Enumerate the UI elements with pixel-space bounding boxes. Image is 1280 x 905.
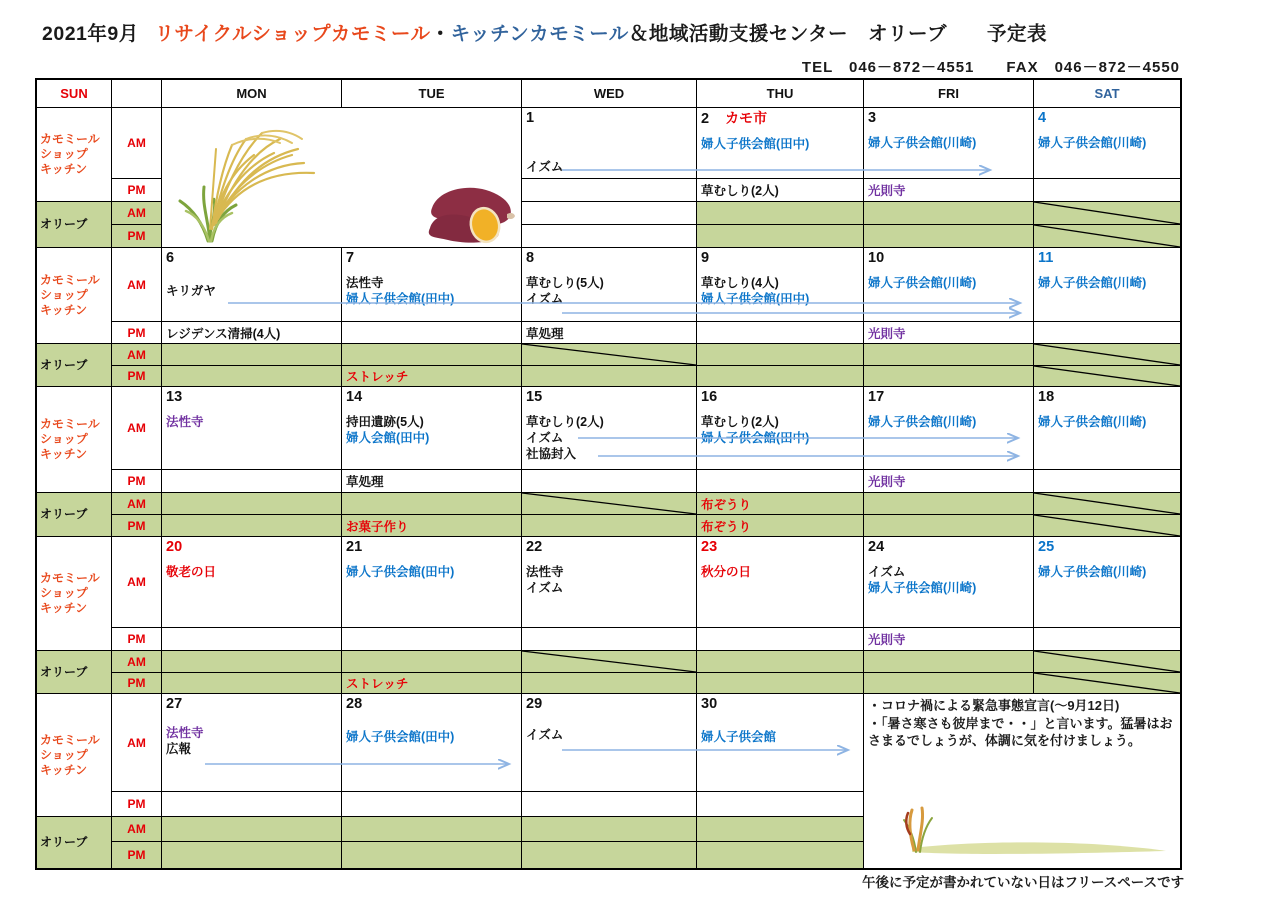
schedule-entry: 婦人子供会館 bbox=[701, 730, 777, 744]
day-4-pm-cell bbox=[1034, 179, 1180, 202]
chamomile-label-line: カモミール bbox=[40, 571, 100, 585]
title-shop-name: リサイクルショップカモミール bbox=[154, 23, 431, 45]
olive-wed-pm-cell bbox=[522, 515, 697, 537]
crossed-out-line bbox=[1034, 673, 1180, 693]
schedule-entry: 婦人子供会館(田中) bbox=[346, 730, 455, 744]
olive-wed-am-cell bbox=[522, 493, 697, 515]
crossed-out-line bbox=[1034, 202, 1180, 224]
crossed-out-line bbox=[1034, 366, 1180, 386]
olive-fri-am-cell bbox=[864, 651, 1034, 673]
row-label-am: AM bbox=[112, 537, 162, 628]
date-number: 6 bbox=[166, 250, 175, 266]
row-group-chamomile bbox=[37, 108, 112, 202]
day-8-pm-cell: 草処理 bbox=[522, 322, 697, 344]
olive-label: オリーブ bbox=[40, 835, 88, 849]
date-row bbox=[342, 248, 521, 267]
row-label-pm: PM bbox=[112, 322, 162, 344]
date-number: 11 bbox=[1038, 250, 1054, 266]
crossed-out-line bbox=[1034, 651, 1180, 672]
chamomile-label-line: キッチン bbox=[40, 762, 88, 777]
schedule-entry: 婦人会館(田中) bbox=[346, 431, 430, 445]
row-label-pm: PM bbox=[112, 225, 162, 248]
chamomile-label-line: カモミール bbox=[40, 273, 100, 287]
date-row bbox=[522, 248, 696, 267]
row-label-am: AM bbox=[112, 817, 162, 842]
date-row bbox=[342, 387, 521, 406]
olive-sat-am-cell bbox=[1034, 493, 1180, 515]
autumn-grass-illustration bbox=[892, 802, 1174, 862]
day-1-pm-cell bbox=[522, 179, 697, 202]
row-group-chamomile bbox=[37, 248, 112, 344]
day-21-am-cell bbox=[342, 537, 522, 628]
olive-fri-am-cell bbox=[864, 344, 1034, 366]
day-8-am-cell bbox=[522, 248, 697, 322]
date-number: 27 bbox=[166, 696, 183, 712]
row-label-pm: PM bbox=[112, 628, 162, 651]
schedule-entry: 法性寺 bbox=[346, 276, 384, 290]
date-row bbox=[1034, 537, 1180, 556]
sweet-potato-illustration bbox=[422, 182, 518, 246]
schedule-entry: 婦人子供会館(田中) bbox=[701, 137, 810, 151]
schedule-entry: 婦人子供会館(川崎) bbox=[868, 581, 977, 595]
schedule-entry: 法性寺 bbox=[166, 726, 204, 740]
day-3-pm-cell: 光則寺 bbox=[864, 179, 1034, 202]
olive-thu-am-cell bbox=[697, 651, 864, 673]
crossed-out-line bbox=[522, 651, 696, 672]
day-15-pm-cell bbox=[522, 470, 697, 493]
weekday-header-blank bbox=[112, 80, 162, 108]
olive-mon-pm-cell bbox=[162, 515, 342, 537]
schedule-entry: 草むしり(2人) bbox=[701, 415, 779, 429]
row-group-olive bbox=[37, 651, 112, 694]
date-number: 17 bbox=[868, 389, 885, 405]
date-number: 14 bbox=[346, 389, 363, 405]
date-row bbox=[162, 387, 341, 406]
day-24-am-cell bbox=[864, 537, 1034, 628]
day-23-am-cell bbox=[697, 537, 864, 628]
row-group-chamomile bbox=[37, 537, 112, 651]
day-15-am-cell bbox=[522, 387, 697, 470]
row-label-am: AM bbox=[112, 344, 162, 366]
date-number: 24 bbox=[868, 539, 885, 555]
schedule-entry: 婦人子供会館(川崎) bbox=[868, 136, 977, 150]
olive-thu-pm-cell bbox=[697, 366, 864, 387]
date-row bbox=[1034, 387, 1180, 406]
row-label-am: AM bbox=[112, 248, 162, 322]
olive-sat-am-cell bbox=[1034, 344, 1180, 366]
day-18-am-cell bbox=[1034, 387, 1180, 470]
olive-fri-am-cell bbox=[864, 493, 1034, 515]
schedule-entry: 婦人子供会館(川崎) bbox=[1038, 136, 1147, 150]
day-10-pm-cell: 光則寺 bbox=[864, 322, 1034, 344]
row-label-am: AM bbox=[112, 651, 162, 673]
olive-tue-pm-cell: お菓子作り bbox=[342, 515, 522, 537]
schedule-entry: 敬老の日 bbox=[166, 565, 217, 579]
olive-thu-am-cell bbox=[697, 202, 864, 225]
row-label-pm: PM bbox=[112, 366, 162, 387]
date-row bbox=[162, 694, 341, 713]
olive-mon-pm-cell bbox=[162, 673, 342, 694]
schedule-entry: 法性寺 bbox=[526, 565, 564, 579]
olive-sat-am-cell bbox=[1034, 202, 1180, 225]
olive-fri-pm-cell bbox=[864, 225, 1034, 248]
pampas-grass-illustration bbox=[174, 113, 326, 245]
date-row bbox=[697, 537, 863, 556]
olive-sat-pm-cell bbox=[1034, 225, 1180, 248]
olive-thu-pm-cell bbox=[697, 673, 864, 694]
olive-fri-pm-cell bbox=[864, 515, 1034, 537]
olive-label: オリーブ bbox=[40, 217, 88, 231]
day-6-pm-cell: レジデンス清掃(4人) bbox=[162, 322, 342, 344]
day-29-am-cell bbox=[522, 694, 697, 792]
olive-mon-am-cell bbox=[162, 344, 342, 366]
chamomile-label-line: カモミール bbox=[40, 417, 100, 431]
row-label-pm: PM bbox=[112, 842, 162, 868]
kamo-market-label: カモ市 bbox=[725, 110, 768, 126]
row-group-olive bbox=[37, 202, 112, 248]
footer-note: 午後に予定が書かれていない日はフリースペースです bbox=[862, 875, 1185, 890]
schedule-entry: イズム bbox=[526, 292, 564, 306]
date-row bbox=[864, 537, 1033, 556]
date-number: 8 bbox=[526, 250, 535, 266]
title-kitchen-name: キッチンカモミール bbox=[450, 23, 629, 45]
olive-sat-pm-cell bbox=[1034, 366, 1180, 387]
date-row bbox=[522, 108, 696, 127]
chamomile-label-line: キッチン bbox=[40, 303, 88, 317]
row-label-pm: PM bbox=[112, 673, 162, 694]
row-group-olive bbox=[37, 344, 112, 387]
olive-thu-am-cell bbox=[697, 344, 864, 366]
seasonal-image-cell bbox=[162, 108, 522, 248]
title-separator-dot: ・ bbox=[430, 23, 451, 45]
note-line: ・「暑さ寒さも彼岸まで・・」と言います。猛暑はおさまるでしょうが、体調に気を付けましょう。 bbox=[868, 715, 1173, 748]
day-30-am-cell bbox=[697, 694, 864, 792]
weekday-header-tue: TUE bbox=[342, 80, 522, 108]
chamomile-label-line: ショップ bbox=[40, 288, 88, 302]
schedule-entry: キリガヤ bbox=[166, 284, 216, 298]
title-month: 2021年9月 bbox=[42, 23, 139, 45]
schedule-entry: 婦人子供会館(田中) bbox=[346, 292, 455, 306]
olive-fri-pm-cell bbox=[864, 366, 1034, 387]
olive-fri-am-cell bbox=[864, 202, 1034, 225]
date-row bbox=[522, 537, 696, 556]
olive-wed-pm-cell bbox=[522, 673, 697, 694]
weekday-header-fri: FRI bbox=[864, 80, 1034, 108]
day-24-pm-cell: 光則寺 bbox=[864, 628, 1034, 651]
row-group-chamomile bbox=[37, 694, 112, 817]
olive-wed-am-cell bbox=[522, 202, 697, 225]
day-11-pm-cell bbox=[1034, 322, 1180, 344]
row-label-am: AM bbox=[112, 108, 162, 179]
day-27-pm-cell bbox=[162, 792, 342, 817]
date-number: 23 bbox=[701, 539, 718, 555]
day-6-am-cell bbox=[162, 248, 342, 322]
olive-label: オリーブ bbox=[40, 664, 88, 679]
day-20-am-cell bbox=[162, 537, 342, 628]
day-20-pm-cell bbox=[162, 628, 342, 651]
chamomile-label-line: キッチン bbox=[40, 162, 88, 176]
row-group-olive bbox=[37, 817, 112, 868]
chamomile-label-line: キッチン bbox=[40, 601, 88, 615]
day-17-pm-cell: 光則寺 bbox=[864, 470, 1034, 493]
olive-mon-am-cell bbox=[162, 493, 342, 515]
day-16-am-cell bbox=[697, 387, 864, 470]
schedule-entry: 法性寺 bbox=[166, 415, 204, 429]
row-label-pm: PM bbox=[112, 470, 162, 493]
olive-tue-am-cell bbox=[342, 651, 522, 673]
schedule-table bbox=[35, 78, 1182, 870]
weekday-header-wed: WED bbox=[522, 80, 697, 108]
olive-mon-pm-cell bbox=[162, 842, 342, 868]
olive-sat-am-cell bbox=[1034, 651, 1180, 673]
date-row bbox=[1034, 248, 1180, 267]
day-16-pm-cell bbox=[697, 470, 864, 493]
olive-thu-am-cell bbox=[697, 817, 864, 842]
chamomile-label-line: ショップ bbox=[40, 147, 88, 161]
date-number: 13 bbox=[166, 389, 183, 405]
day-13-pm-cell bbox=[162, 470, 342, 493]
olive-tue-pm-cell: ストレッチ bbox=[342, 366, 522, 387]
schedule-entry: 草むしり(5人) bbox=[526, 276, 604, 290]
note-line: ・コロナ禍による緊急事態宣言(～9月12日) bbox=[868, 698, 1120, 713]
crossed-out-line bbox=[1034, 515, 1180, 536]
schedule-entry: イズム bbox=[526, 728, 564, 742]
date-number: 28 bbox=[346, 696, 363, 712]
date-row bbox=[342, 537, 521, 556]
date-number: 21 bbox=[346, 539, 363, 555]
day-14-am-cell bbox=[342, 387, 522, 470]
date-row bbox=[522, 387, 696, 406]
notes-cell bbox=[864, 694, 1180, 868]
day-18-pm-cell bbox=[1034, 470, 1180, 493]
day-2-am-cell bbox=[697, 108, 864, 179]
date-row bbox=[342, 694, 521, 713]
row-label-am: AM bbox=[112, 202, 162, 225]
day-4-am-cell bbox=[1034, 108, 1180, 179]
olive-sat-pm-cell bbox=[1034, 515, 1180, 537]
schedule-entry: 婦人子供会館(川崎) bbox=[1038, 276, 1147, 290]
day-30-pm-cell bbox=[697, 792, 864, 817]
page-title bbox=[42, 18, 1047, 46]
olive-tue-am-cell bbox=[342, 817, 522, 842]
schedule-entry: イズム bbox=[526, 431, 564, 445]
date-number: 10 bbox=[868, 250, 885, 266]
day-23-pm-cell bbox=[697, 628, 864, 651]
day-17-am-cell bbox=[864, 387, 1034, 470]
schedule-entry: 婦人子供会館(川崎) bbox=[1038, 415, 1147, 429]
date-row bbox=[162, 248, 341, 267]
crossed-out-line bbox=[1034, 225, 1180, 247]
row-group-olive bbox=[37, 493, 112, 537]
crossed-out-line bbox=[1034, 344, 1180, 365]
date-number: 2 bbox=[701, 111, 710, 127]
day-22-am-cell bbox=[522, 537, 697, 628]
olive-fri-pm-cell bbox=[864, 673, 1034, 694]
chamomile-label-line: カモミール bbox=[40, 732, 100, 747]
chamomile-label-line: カモミール bbox=[40, 132, 100, 146]
row-label-am: AM bbox=[112, 493, 162, 515]
weekday-header-sun: SUN bbox=[37, 80, 112, 108]
row-group-chamomile bbox=[37, 387, 112, 493]
date-number: 30 bbox=[701, 696, 718, 712]
weekday-header-mon: MON bbox=[162, 80, 342, 108]
row-label-pm: PM bbox=[112, 792, 162, 817]
day-28-pm-cell bbox=[342, 792, 522, 817]
crossed-out-line bbox=[1034, 493, 1180, 514]
day-28-am-cell bbox=[342, 694, 522, 792]
day-9-pm-cell bbox=[697, 322, 864, 344]
schedule-entry: 草むしり(2人) bbox=[526, 415, 604, 429]
olive-wed-am-cell bbox=[522, 817, 697, 842]
schedule-entry: イズム bbox=[526, 160, 564, 174]
olive-wed-pm-cell bbox=[522, 842, 697, 868]
olive-label: オリーブ bbox=[40, 507, 88, 521]
olive-wed-pm-cell bbox=[522, 225, 697, 248]
chamomile-label-line: ショップ bbox=[40, 747, 88, 762]
date-row bbox=[697, 248, 863, 267]
date-number: 7 bbox=[346, 250, 355, 266]
olive-mon-pm-cell bbox=[162, 366, 342, 387]
date-row bbox=[162, 537, 341, 556]
day-7-pm-cell bbox=[342, 322, 522, 344]
olive-tue-am-cell bbox=[342, 493, 522, 515]
row-label-pm: PM bbox=[112, 515, 162, 537]
day-11-am-cell bbox=[1034, 248, 1180, 322]
row-label-pm: PM bbox=[112, 179, 162, 202]
row-label-am: AM bbox=[112, 694, 162, 792]
date-number: 3 bbox=[868, 110, 877, 126]
day-25-am-cell bbox=[1034, 537, 1180, 628]
olive-thu-pm-cell bbox=[697, 225, 864, 248]
olive-sat-pm-cell bbox=[1034, 673, 1180, 694]
olive-mon-am-cell bbox=[162, 817, 342, 842]
olive-mon-am-cell bbox=[162, 651, 342, 673]
date-row bbox=[864, 387, 1033, 406]
day-1-am-cell bbox=[522, 108, 697, 179]
date-number: 15 bbox=[526, 389, 543, 405]
day-25-pm-cell bbox=[1034, 628, 1180, 651]
schedule-entry: 社協封入 bbox=[526, 447, 577, 461]
weekday-header-sat: SAT bbox=[1034, 80, 1180, 108]
day-2-pm-cell: 草むしり(2人) bbox=[697, 179, 864, 202]
date-number: 25 bbox=[1038, 539, 1055, 555]
olive-thu-pm-cell bbox=[697, 842, 864, 868]
olive-tue-am-cell bbox=[342, 344, 522, 366]
olive-thu-pm-cell: 布ぞうり bbox=[697, 515, 864, 537]
date-row bbox=[522, 694, 696, 713]
schedule-entry: イズム bbox=[868, 565, 906, 579]
date-number: 16 bbox=[701, 389, 718, 405]
day-13-am-cell bbox=[162, 387, 342, 470]
day-10-am-cell bbox=[864, 248, 1034, 322]
chamomile-label-line: キッチン bbox=[40, 447, 88, 461]
day-14-pm-cell: 草処理 bbox=[342, 470, 522, 493]
chamomile-label-line: ショップ bbox=[40, 586, 88, 600]
day-7-am-cell bbox=[342, 248, 522, 322]
schedule-entry: 婦人子供会館(田中) bbox=[701, 431, 810, 445]
date-number: 9 bbox=[701, 250, 710, 266]
date-number: 22 bbox=[526, 539, 543, 555]
weekday-header-thu: THU bbox=[697, 80, 864, 108]
crossed-out-line bbox=[522, 344, 696, 365]
day-3-am-cell bbox=[864, 108, 1034, 179]
date-row bbox=[1034, 108, 1180, 127]
schedule-entry: 婦人子供会館(川崎) bbox=[1038, 565, 1147, 579]
date-row bbox=[864, 108, 1033, 127]
crossed-out-line bbox=[522, 493, 696, 514]
date-number: 18 bbox=[1038, 389, 1055, 405]
schedule-entry: イズム bbox=[526, 581, 564, 595]
day-9-am-cell bbox=[697, 248, 864, 322]
day-29-pm-cell bbox=[522, 792, 697, 817]
olive-wed-am-cell bbox=[522, 344, 697, 366]
date-number: 1 bbox=[526, 110, 535, 126]
date-row bbox=[864, 248, 1033, 267]
date-number: 20 bbox=[166, 539, 183, 555]
date-row bbox=[697, 108, 863, 128]
olive-tue-pm-cell bbox=[342, 842, 522, 868]
date-row bbox=[697, 694, 863, 713]
schedule-entry: 秋分の日 bbox=[701, 565, 752, 579]
schedule-entry: 婦人子供会館(川崎) bbox=[868, 276, 977, 290]
schedule-entry: 草むしり(4人) bbox=[701, 276, 779, 290]
chamomile-label-line: ショップ bbox=[40, 432, 88, 446]
olive-label: オリーブ bbox=[40, 357, 88, 372]
date-row bbox=[697, 387, 863, 406]
olive-wed-am-cell bbox=[522, 651, 697, 673]
schedule-entry: 持田遺跡(5人) bbox=[346, 415, 424, 429]
day-21-pm-cell bbox=[342, 628, 522, 651]
schedule-entry: 広報 bbox=[166, 742, 192, 756]
olive-thu-am-cell: 布ぞうり bbox=[697, 493, 864, 515]
title-rest: ＆地域活動支援センター オリーブ 予定表 bbox=[628, 23, 1048, 45]
row-label-am: AM bbox=[112, 387, 162, 470]
schedule-entry: 婦人子供会館(田中) bbox=[346, 565, 455, 579]
olive-wed-pm-cell bbox=[522, 366, 697, 387]
contact-phone-fax: TEL 046－872－4551 FAX 046－872－4550 bbox=[801, 59, 1180, 76]
olive-tue-pm-cell: ストレッチ bbox=[342, 673, 522, 694]
date-number: 29 bbox=[526, 696, 543, 712]
day-27-am-cell bbox=[162, 694, 342, 792]
day-22-pm-cell bbox=[522, 628, 697, 651]
schedule-entry: 婦人子供会館(田中) bbox=[701, 292, 810, 306]
date-number: 4 bbox=[1038, 110, 1047, 126]
schedule-entry: 婦人子供会館(川崎) bbox=[868, 415, 977, 429]
